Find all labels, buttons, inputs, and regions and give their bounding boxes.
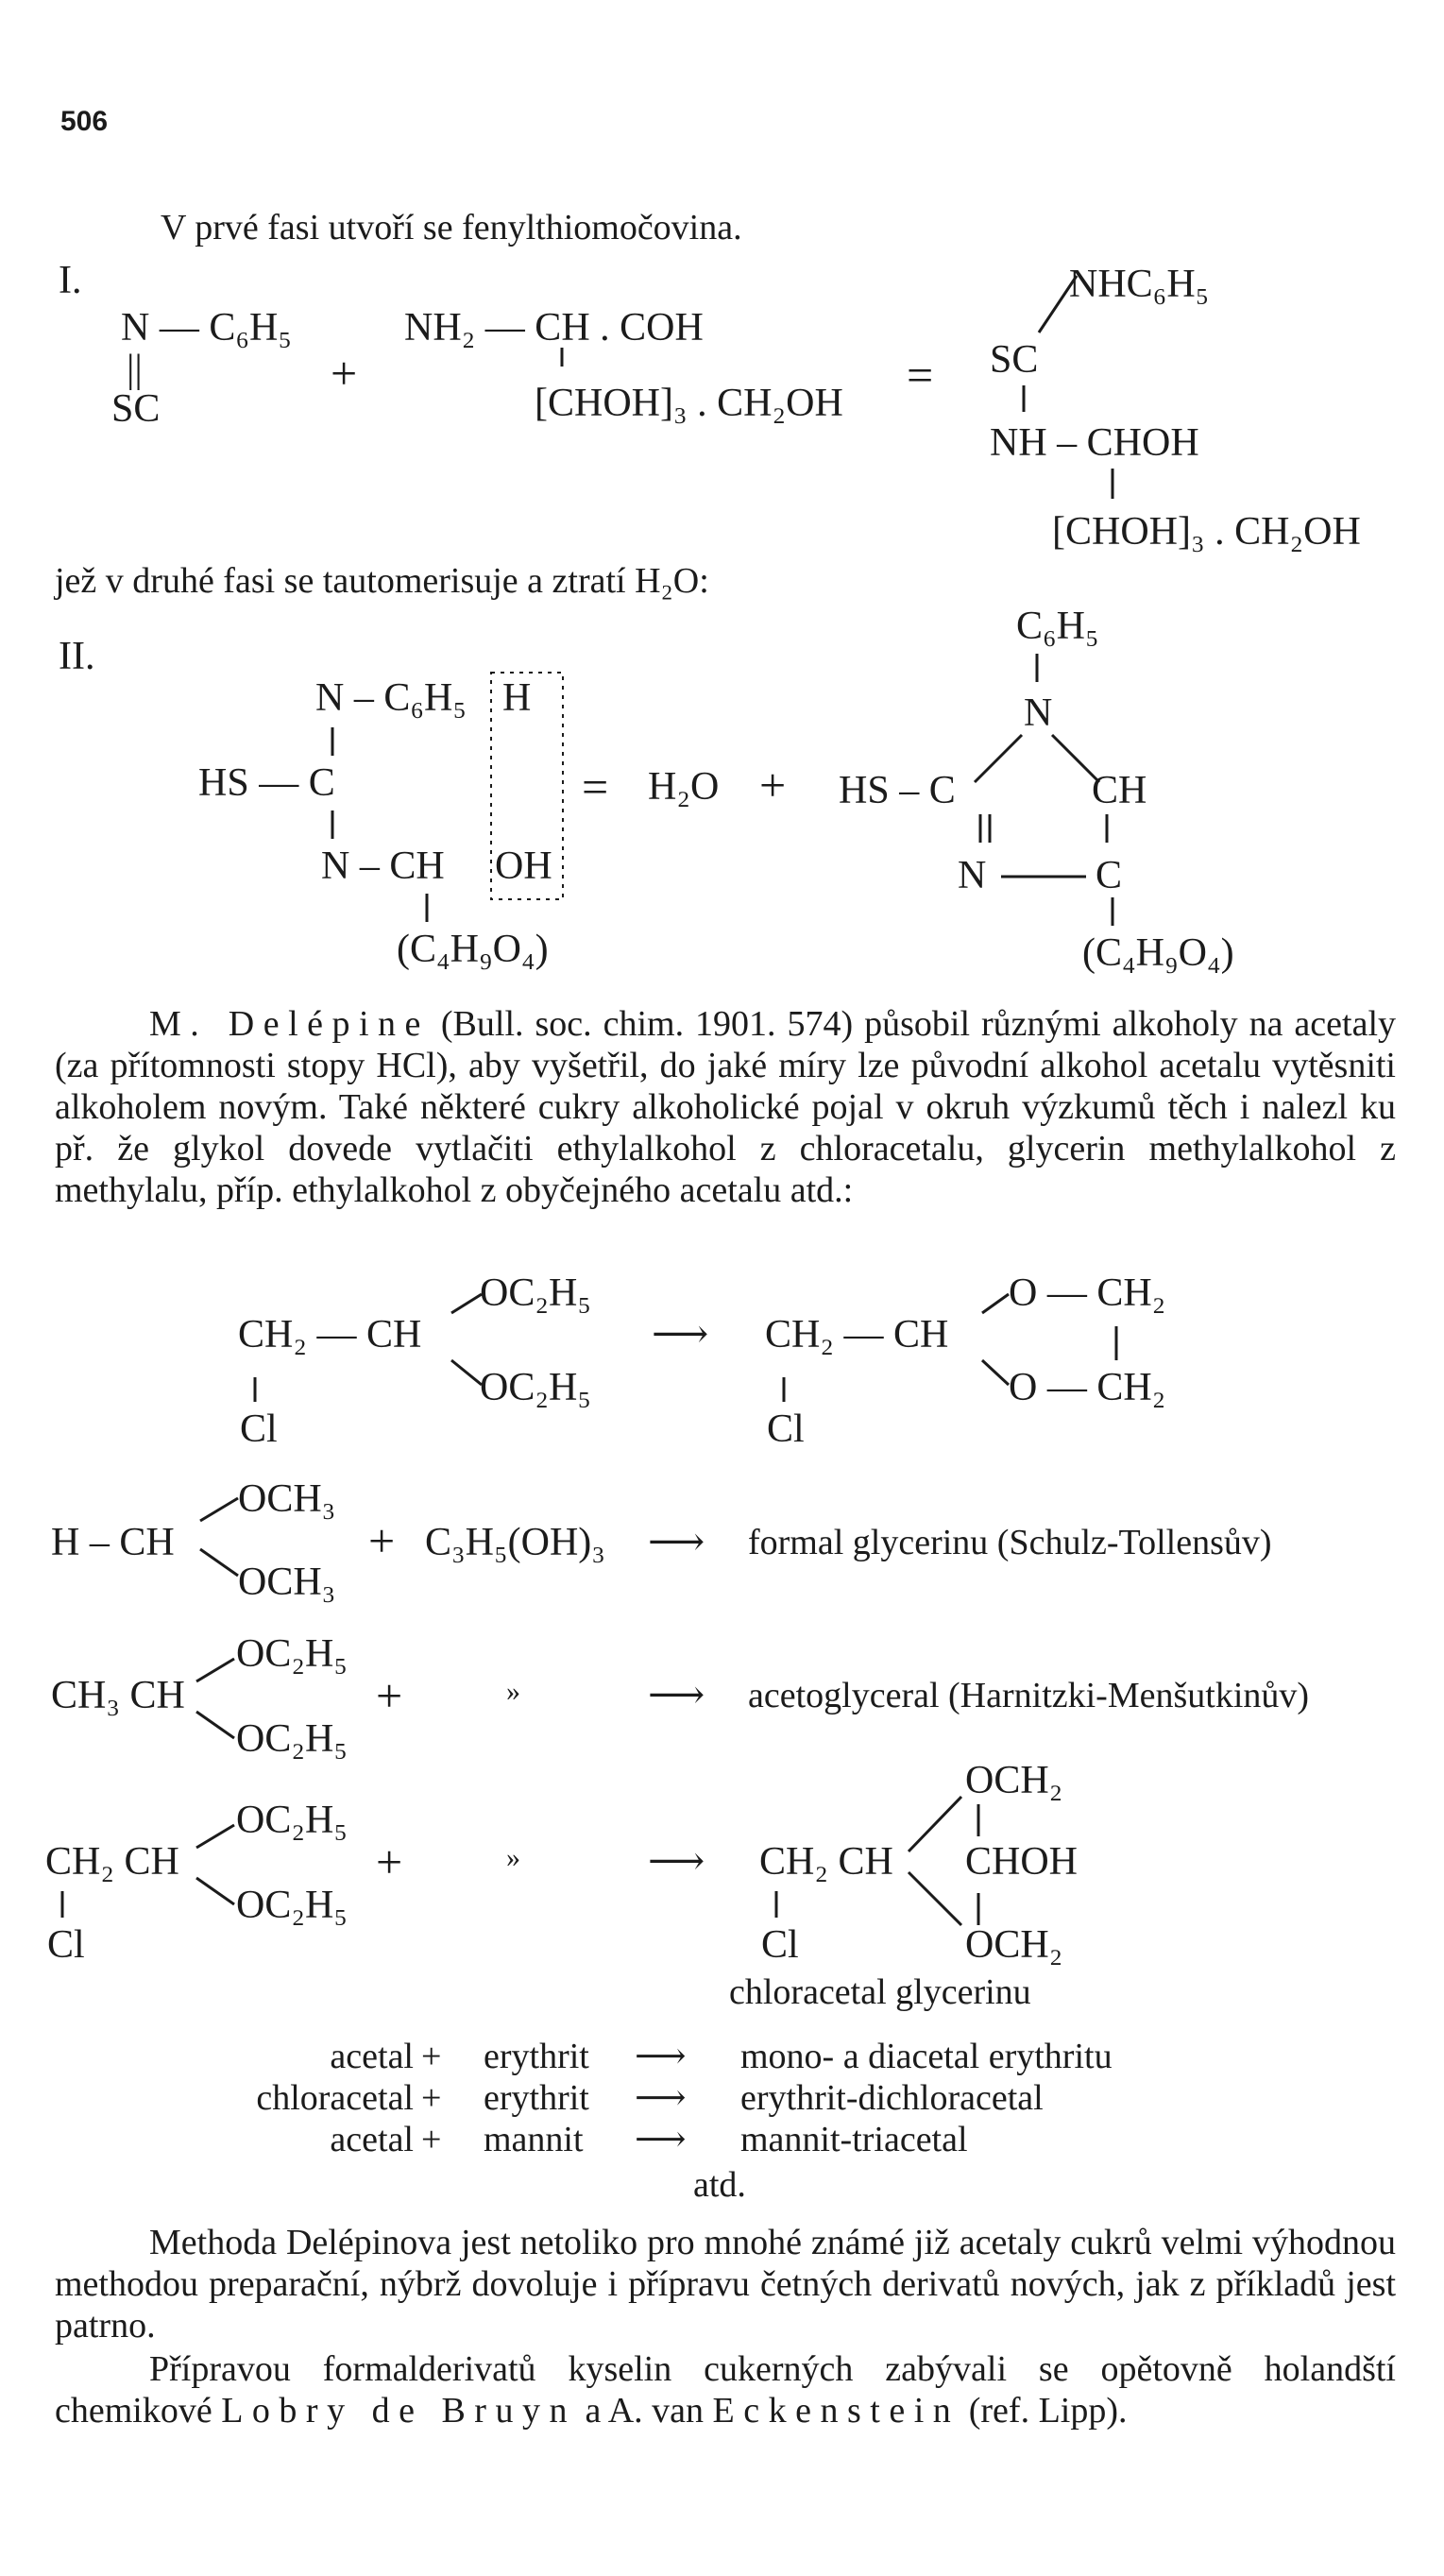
r1-product-tail: [CHOH]₃ . CH₂OH bbox=[1052, 510, 1361, 554]
s4-product-och2-2: OCH₂ bbox=[965, 1923, 1063, 1967]
s3-product: acetoglyceral (Harnitzki-Menšutkinův) bbox=[748, 1676, 1310, 1715]
s1-reactant-oc2: OC₂H₅ bbox=[480, 1366, 591, 1409]
s3-ditto: » bbox=[506, 1676, 520, 1707]
s4-product-och2-1: OCH₂ bbox=[965, 1759, 1063, 1802]
s4-plus: + bbox=[376, 1835, 403, 1888]
r1-equals: = bbox=[907, 349, 934, 401]
r1-reactant1-top: N — C₆H₅ bbox=[121, 306, 292, 350]
p3-lead: Přípravou formalderivatů kyselin cukerných zabývali se opětovně holandští chemikové bbox=[55, 2349, 1396, 2431]
r2-b-c6h5: C₆H₅ bbox=[1016, 605, 1099, 648]
s1-product-o2: O — CH₂ bbox=[1009, 1366, 1166, 1409]
s4-caption: chloracetal glycerinu bbox=[729, 1972, 1031, 2012]
s2-glycerol: C₃H₅(OH)₃ bbox=[425, 1521, 605, 1564]
s4-ditto: » bbox=[506, 1842, 520, 1873]
s3-acetal: CH₃ CH bbox=[51, 1674, 185, 1717]
p3-author-1: Lobry de Bruyn bbox=[221, 2391, 576, 2431]
list-row-3-plus: + bbox=[421, 2120, 442, 2159]
r2-b-c: C bbox=[1096, 854, 1123, 897]
r2-b-n2: N bbox=[958, 854, 987, 897]
r2-a-bottom: (C₄H₉O₄) bbox=[397, 928, 549, 971]
r2-a-top: N – C₆H₅ bbox=[315, 676, 467, 720]
bridge-line: jež v druhé fasi se tautomerisuje a ztratí H₂O: bbox=[55, 561, 709, 601]
paragraph-methoda: Methoda Delépinova jest netoliko pro mnohé známé již acetaly cukrů velmi výhodnou methodou preparační, nýbrž dovoluje i přípravu četných derivatů nových, jak z příkladů jest patrno. bbox=[55, 2223, 1396, 2346]
list-row-3-a: acetal bbox=[330, 2120, 414, 2159]
list-row-1-plus: + bbox=[421, 2037, 442, 2076]
s3-oc2h5-1: OC₂H₅ bbox=[236, 1632, 348, 1676]
reaction-label-1: I. bbox=[59, 259, 82, 302]
s2-och3-2: OCH₃ bbox=[238, 1561, 336, 1604]
r2-plus: + bbox=[759, 759, 787, 811]
r2-equals: = bbox=[582, 760, 609, 813]
s1-arrow: ⟶ bbox=[652, 1313, 709, 1356]
r2-a-h: H bbox=[502, 676, 532, 720]
paragraph-delepine bbox=[55, 1003, 1396, 1211]
s2-methylal: H – CH bbox=[51, 1521, 175, 1564]
s3-arrow: ⟶ bbox=[648, 1674, 705, 1717]
list-row-2-arrow: ⟶ bbox=[635, 2078, 687, 2118]
paragraph-formalderivaty bbox=[55, 2348, 1396, 2431]
r2-a-mid: N – CH bbox=[321, 844, 445, 888]
list-row-1-c: mono- a diacetal erythritu bbox=[740, 2037, 1113, 2076]
r2-b-bottom: (C₄H₉O₄) bbox=[1082, 931, 1234, 975]
s1-product-cl: Cl bbox=[767, 1407, 805, 1451]
list-row-3-c: mannit-triacetal bbox=[740, 2120, 968, 2159]
list-row-1-a: acetal bbox=[330, 2037, 414, 2076]
list-row-3-b: mannit bbox=[484, 2120, 584, 2159]
r1-double-bond: || bbox=[127, 348, 143, 391]
s4-product-chain: CH₂ CH bbox=[759, 1840, 893, 1884]
s3-plus: + bbox=[376, 1669, 403, 1722]
r1-reactant1-bottom: SC bbox=[111, 387, 161, 431]
s1-product-chain: CH₂ — CH bbox=[765, 1313, 949, 1356]
r2-b-ch: CH bbox=[1092, 769, 1147, 812]
author-name: M. Delépine bbox=[149, 1004, 430, 1044]
s2-arrow: ⟶ bbox=[648, 1521, 705, 1564]
r2-water: H₂O bbox=[648, 765, 720, 809]
s4-product-cl: Cl bbox=[761, 1923, 799, 1967]
p3-author-2: Eckenstein bbox=[712, 2391, 960, 2431]
s2-och3-1: OCH₃ bbox=[238, 1477, 336, 1521]
r2-b-hs: HS – C bbox=[839, 769, 956, 812]
r1-reactant2-top: NH₂ — CH . COH bbox=[404, 306, 704, 350]
etc-label: atd. bbox=[693, 2165, 746, 2205]
list-row-1-arrow: ⟶ bbox=[635, 2037, 687, 2076]
list-row-3-arrow: ⟶ bbox=[635, 2120, 687, 2159]
r2-a-oh: OH bbox=[495, 844, 552, 888]
list-row-2-a: chloracetal bbox=[256, 2078, 414, 2118]
r2-a-hs: HS — C bbox=[198, 761, 335, 805]
r1-product-sc: SC bbox=[990, 338, 1039, 382]
s4-oc2h5-1: OC₂H₅ bbox=[236, 1799, 348, 1842]
s4-cl: Cl bbox=[47, 1923, 85, 1967]
s4-oc2h5-2: OC₂H₅ bbox=[236, 1884, 348, 1927]
s1-reactant-cl: Cl bbox=[240, 1407, 278, 1451]
list-row-2-b: erythrit bbox=[484, 2078, 589, 2118]
s4-chloracetal: CH₂ CH bbox=[45, 1840, 179, 1884]
page-number: 506 bbox=[60, 106, 109, 137]
s2-plus: + bbox=[368, 1514, 396, 1567]
reaction-label-2: II. bbox=[59, 635, 95, 678]
p3-end: (ref. Lipp). bbox=[960, 2391, 1128, 2431]
s2-product: formal glycerinu (Schulz-Tollensův) bbox=[748, 1523, 1272, 1562]
r1-product-nh-choh: NH – CHOH bbox=[990, 421, 1199, 465]
s1-reactant-oc1: OC₂H₅ bbox=[480, 1271, 591, 1315]
s4-arrow: ⟶ bbox=[648, 1840, 705, 1884]
s3-oc2h5-2: OC₂H₅ bbox=[236, 1717, 348, 1761]
r1-product-nhc6h5: NHC₆H₅ bbox=[1069, 263, 1210, 306]
r1-reactant2-bottom: [CHOH]₃ . CH₂OH bbox=[535, 382, 843, 425]
list-row-2-c: erythrit-dichloracetal bbox=[740, 2078, 1044, 2118]
r2-b-n: N bbox=[1024, 691, 1053, 735]
r1-plus: + bbox=[331, 347, 358, 400]
list-row-2-plus: + bbox=[421, 2078, 442, 2118]
paragraph-delepine-text: (Bull. soc. chim. 1901. 574) působil různými alkoholy na acetaly (za přítomnosti stopy HCl), aby vyšetřil, do jaké míry lze původní alkohol acetalu vytěsniti alkoholem novým. Také některé cukry alkoholické pojal v okruh výzkumů těch i nalezl ku př. že glykol dovede vytlačiti ethylalkohol z chloracetalu, glycerin methylalkohol z methylalu, příp. ethylalkohol z obyčejného acetalu atd.: bbox=[55, 1004, 1396, 1210]
p3-mid: a A. van bbox=[575, 2391, 713, 2431]
s1-reactant-chain: CH₂ — CH bbox=[238, 1313, 422, 1356]
list-row-1-b: erythrit bbox=[484, 2037, 589, 2076]
intro-line: V prvé fasi utvoří se fenylthiomočovina. bbox=[161, 208, 742, 247]
s1-product-o1: O — CH₂ bbox=[1009, 1271, 1166, 1315]
s4-product-choh: CHOH bbox=[965, 1840, 1079, 1884]
